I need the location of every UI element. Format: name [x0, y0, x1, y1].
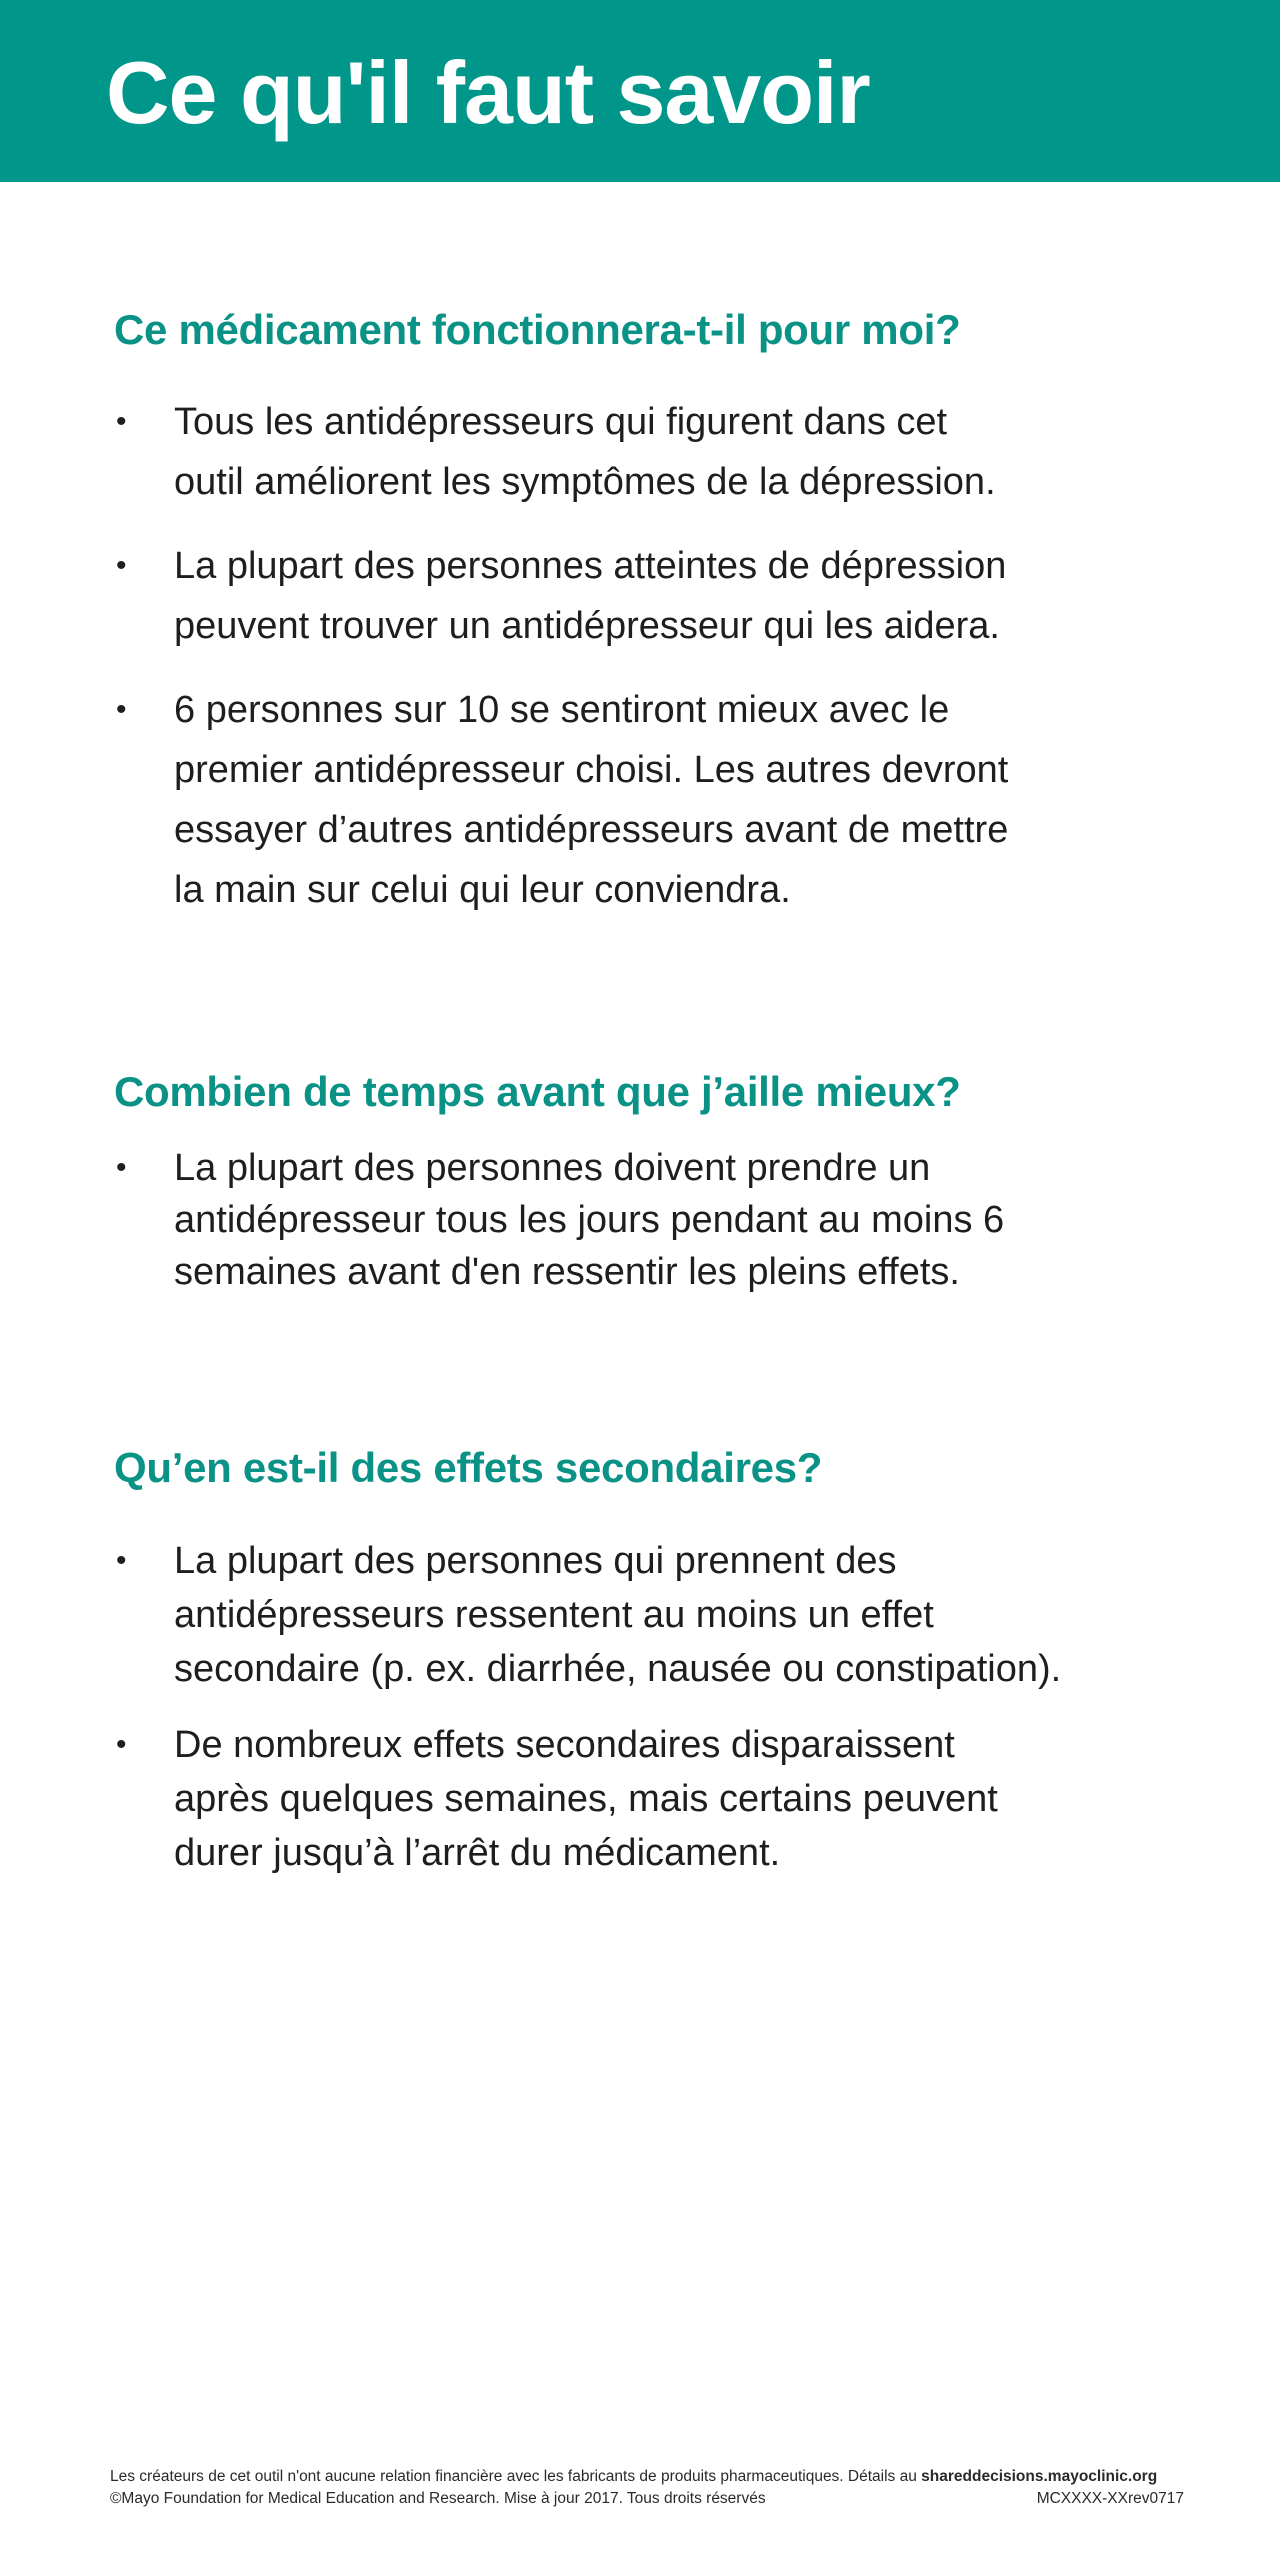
section-title: Qu’en est-il des effets secondaires? — [114, 1444, 823, 1491]
bullet-list — [114, 1534, 1194, 1880]
section-time-to-improve — [114, 1064, 1194, 1298]
bullet-dot-icon: • — [116, 1151, 127, 1184]
bullet-dot-icon: • — [116, 1728, 127, 1761]
bullet-line: semaines avant d'en ressentir les pleins effets. — [174, 1251, 960, 1293]
bullet-list — [114, 1142, 1194, 1298]
header-banner — [0, 0, 1280, 182]
footer-disclaimer-line — [110, 2466, 1184, 2488]
bullet-item — [114, 1534, 1194, 1696]
footer-copyright-row — [110, 2488, 1184, 2510]
footer-link[interactable]: shareddecisions.mayoclinic.org — [921, 2468, 1158, 2485]
bullet-item — [114, 680, 1194, 920]
section-title: Combien de temps avant que j’aille mieux? — [114, 1068, 961, 1115]
bullet-item — [114, 1718, 1194, 1880]
bullet-dot-icon: • — [116, 549, 127, 582]
bullet-dot-icon: • — [116, 1544, 127, 1577]
bullet-line: Tous les antidépresseurs qui figurent dans cet — [174, 401, 948, 443]
bullet-line: premier antidépresseur choisi. Les autres devront — [174, 749, 1009, 791]
bullet-line: 6 personnes sur 10 se sentiront mieux avec le — [174, 689, 950, 731]
bullet-line: antidépresseur tous les jours pendant au moins 6 — [174, 1199, 1005, 1241]
bullet-item — [114, 536, 1194, 656]
footer-copyright: ©Mayo Foundation for Medical Education and Research. Mise à jour 2017. Tous droits réservés — [110, 2490, 766, 2507]
bullet-dot-icon: • — [116, 405, 127, 438]
bullet-line: durer jusqu’à l’arrêt du médicament. — [174, 1832, 781, 1874]
section-effectiveness — [114, 302, 1194, 944]
bullet-line: La plupart des personnes qui prennent des — [174, 1540, 897, 1582]
footer-disclaimer: Les créateurs de cet outil n'ont aucune relation financière avec les fabricants de produits pharmaceutiques. Détails au — [110, 2468, 922, 2485]
section-title: Ce médicament fonctionnera-t-il pour moi? — [114, 306, 961, 353]
bullet-dot-icon: • — [116, 693, 127, 726]
bullet-line: essayer d’autres antidépresseurs avant de mettre — [174, 809, 1009, 851]
bullet-line: antidépresseurs ressentent au moins un effet — [174, 1594, 934, 1636]
footer-code: MCXXXX-XXrev0717 — [1036, 2490, 1184, 2507]
page-title: Ce qu'il faut savoir — [106, 43, 870, 142]
bullet-line: outil améliorent les symptômes de la dépression. — [174, 461, 996, 503]
bullet-line: après quelques semaines, mais certains peuvent — [174, 1778, 998, 1820]
bullet-line: De nombreux effets secondaires disparaissent — [174, 1724, 955, 1766]
section-side-effects — [114, 1440, 1194, 1902]
bullet-item — [114, 392, 1194, 512]
bullet-line: la main sur celui qui leur conviendra. — [174, 869, 791, 911]
bullet-item — [114, 1142, 1194, 1298]
bullet-line: peuvent trouver un antidépresseur qui les aidera. — [174, 605, 1000, 647]
footer — [110, 2466, 1184, 2510]
bullet-line: secondaire (p. ex. diarrhée, nausée ou constipation). — [174, 1648, 1062, 1690]
bullet-list — [114, 392, 1194, 920]
bullet-line: La plupart des personnes atteintes de dépression — [174, 545, 1007, 587]
bullet-line: La plupart des personnes doivent prendre un — [174, 1147, 931, 1189]
